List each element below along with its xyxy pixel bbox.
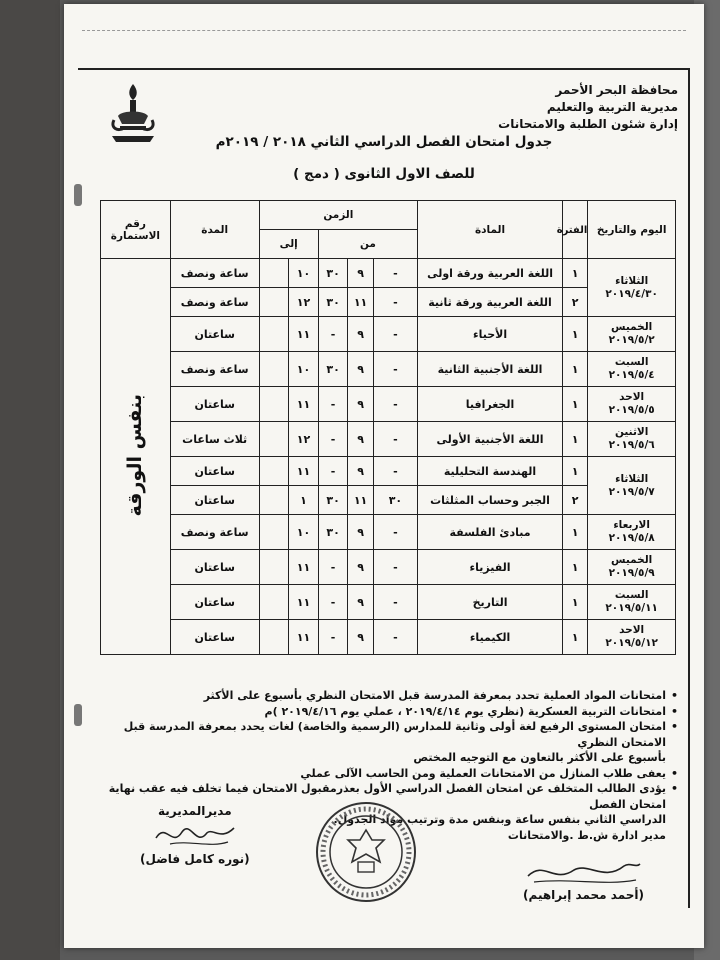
header-duration: المدة — [170, 201, 259, 259]
period-cell: ١ — [562, 317, 587, 352]
subject-cell: الهندسة التحليلية — [418, 457, 563, 486]
duration-cell: ساعتان — [170, 387, 259, 422]
empty-cell — [259, 387, 289, 422]
duration-cell: ساعة ونصف — [170, 259, 259, 288]
period-cell: ٢ — [562, 288, 587, 317]
subject-cell: الفيزياء — [418, 550, 563, 585]
to-minute-cell: ٣٠ — [318, 288, 348, 317]
from-hour-cell: ٩ — [348, 259, 373, 288]
duration-cell: ساعتان — [170, 457, 259, 486]
table-row — [101, 387, 676, 422]
director-signature-block — [140, 804, 250, 866]
day-cell: الاحد ٢٠١٩/٥/١٢ — [588, 620, 676, 655]
header-department: إدارة شئون الطلبة والامتحانات — [498, 117, 678, 131]
to-hour-cell: ١١ — [289, 457, 319, 486]
note-item: • امتحانات المواد العملية تحدد بمعرفة المدرسة قبل الامتحان النظري بأسبوع على الأكثر — [82, 688, 678, 704]
day-cell: الثلاثاء ٢٠١٩/٥/٧ — [588, 457, 676, 515]
to-hour-cell: ١١ — [289, 620, 319, 655]
day-cell: الخميس ٢٠١٩/٥/٢ — [588, 317, 676, 352]
same-paper-cell: بنفس الورقة — [101, 259, 171, 655]
note-item: • يعفى طلاب المنازل من الامتحانات العملية ومن الحاسب الآلى عملي — [82, 766, 678, 782]
header-time: الزمن — [259, 201, 418, 230]
to-minute-cell: ٣٠ — [318, 259, 348, 288]
to-hour-cell: ١٠ — [289, 515, 319, 550]
empty-cell — [259, 515, 289, 550]
subject-cell: اللغة الأجنبية الأولى — [418, 422, 563, 457]
period-cell: ١ — [562, 387, 587, 422]
duration-cell: ساعة ونصف — [170, 515, 259, 550]
day-cell: السبت ٢٠١٩/٥/٤ — [588, 352, 676, 387]
table-row — [101, 317, 676, 352]
empty-cell — [259, 259, 289, 288]
dash-cell: - — [373, 317, 417, 352]
duration-cell: ساعتان — [170, 585, 259, 620]
from-minute-cell: ٣٠ — [373, 486, 417, 515]
dash-cell: - — [373, 259, 417, 288]
duration-cell: ساعة ونصف — [170, 288, 259, 317]
to-minute-cell: - — [318, 317, 348, 352]
day-cell: الاربعاء ٢٠١٩/٥/٨ — [588, 515, 676, 550]
subject-cell: اللغة العربية ورقة ثانية — [418, 288, 563, 317]
table-row — [101, 422, 676, 457]
subject-cell: اللغة الأجنبية الثانية — [418, 352, 563, 387]
dash-cell: - — [373, 585, 417, 620]
dash-cell: - — [373, 620, 417, 655]
signature-scribble-icon — [150, 818, 240, 852]
dash-cell: - — [373, 457, 417, 486]
exam-schedule-table — [100, 200, 676, 655]
dash-cell: - — [373, 515, 417, 550]
from-hour-cell: ١١ — [348, 288, 373, 317]
to-minute-cell: ٣٠ — [318, 486, 348, 515]
day-cell: السبت ٢٠١٩/٥/١١ — [588, 585, 676, 620]
empty-cell — [259, 288, 289, 317]
from-hour-cell: ٩ — [348, 387, 373, 422]
department-director-name: (أحمد محمد إبراهيم) — [523, 888, 644, 902]
dash-cell: - — [373, 387, 417, 422]
to-hour-cell: ١١ — [289, 585, 319, 620]
header-directorate: مديرية التربية والتعليم — [546, 100, 678, 114]
official-seal-icon — [314, 800, 418, 904]
table-row — [101, 620, 676, 655]
to-hour-cell: ١١ — [289, 550, 319, 585]
duration-cell: ثلاث ساعات — [170, 422, 259, 457]
header-from: من — [318, 230, 417, 259]
director-title: مديرالمديرية — [157, 804, 232, 818]
table-row — [101, 457, 676, 486]
day-cell: الثلاثاء ٢٠١٩/٤/٣٠ — [588, 259, 676, 317]
header-day-date: اليوم والتاريخ — [588, 201, 676, 259]
period-cell: ١ — [562, 515, 587, 550]
day-cell: الاثنين ٢٠١٩/٥/٦ — [588, 422, 676, 457]
subject-cell: الجغرافيا — [418, 387, 563, 422]
page-title: جدول امتحان الفصل الدراسي الثاني ٢٠١٨ / ٢٠١٩م — [215, 134, 553, 150]
subject-cell: اللغة العربية ورقة اولى — [418, 259, 563, 288]
from-hour-cell: ٩ — [348, 550, 373, 585]
department-director-title: مدير ادارة ش.ط .والامتحانات — [507, 828, 666, 842]
to-minute-cell: - — [318, 387, 348, 422]
to-minute-cell: ٣٠ — [318, 515, 348, 550]
header-to: إلى — [259, 230, 318, 259]
header-governorate: محافظة البحر الأحمر — [555, 83, 678, 97]
top-faint-line — [82, 14, 686, 31]
to-minute-cell: ٣٠ — [318, 352, 348, 387]
note-item: • امتحان المستوى الرفيع لغة أولى وثانية للمدارس (الرسمية والخاصة) لغات يحدد بمعرفة المدرسة قبل الامتحان النظري — [82, 719, 678, 750]
table-row — [101, 585, 676, 620]
header-period: الفترة — [562, 201, 587, 259]
to-minute-cell: - — [318, 422, 348, 457]
empty-cell — [259, 620, 289, 655]
to-minute-cell: - — [318, 585, 348, 620]
document-page — [64, 4, 704, 948]
period-cell: ١ — [562, 550, 587, 585]
empty-cell — [259, 457, 289, 486]
note-item: • امتحانات التربية العسكرية (نظري يوم ٢٠١٩/٤/١٤ ، عملي يوم ٢٠١٩/٤/١٦ )م — [82, 704, 678, 720]
table-row — [101, 550, 676, 585]
subject-cell: التاريخ — [418, 585, 563, 620]
day-cell: الخميس ٢٠١٩/٥/٩ — [588, 550, 676, 585]
from-hour-cell: ٩ — [348, 585, 373, 620]
to-hour-cell: ١ — [289, 486, 319, 515]
period-cell: ١ — [562, 259, 587, 288]
duration-cell: ساعة ونصف — [170, 352, 259, 387]
empty-cell — [259, 352, 289, 387]
table-row — [101, 259, 676, 288]
note-continuation: بأسبوع على الأكثر بالتعاون مع التوجيه المختص — [413, 751, 666, 764]
to-hour-cell: ١٢ — [289, 288, 319, 317]
period-cell: ٢ — [562, 486, 587, 515]
subject-cell: الجبر وحساب المثلثات — [418, 486, 563, 515]
desk-background-left — [0, 0, 60, 960]
to-hour-cell: ١٢ — [289, 422, 319, 457]
note-continuation: الدراسي الثاني بنفس ساعة وبنفس مدة وترتيب مواد الجدول. — [333, 813, 666, 826]
dash-cell: - — [373, 288, 417, 317]
empty-cell — [259, 486, 289, 515]
from-hour-cell: ١١ — [348, 486, 373, 515]
dash-cell: - — [373, 422, 417, 457]
dash-cell: - — [373, 550, 417, 585]
duration-cell: ساعتان — [170, 317, 259, 352]
from-hour-cell: ٩ — [348, 352, 373, 387]
period-cell: ١ — [562, 352, 587, 387]
signature-scribble-icon — [524, 858, 644, 888]
header-subject: المادة — [418, 201, 563, 259]
table-row — [101, 515, 676, 550]
subject-cell: الأحياء — [418, 317, 563, 352]
from-hour-cell: ٩ — [348, 422, 373, 457]
from-hour-cell: ٩ — [348, 457, 373, 486]
ministry-header — [498, 82, 678, 133]
to-hour-cell: ١١ — [289, 317, 319, 352]
period-cell: ١ — [562, 585, 587, 620]
from-hour-cell: ٩ — [348, 620, 373, 655]
duration-cell: ساعتان — [170, 550, 259, 585]
subject-cell: مبادئ الفلسفة — [418, 515, 563, 550]
period-cell: ١ — [562, 620, 587, 655]
director-name: (نوره كامل فاضل) — [140, 852, 250, 866]
dash-cell: - — [373, 352, 417, 387]
period-cell: ١ — [562, 422, 587, 457]
to-minute-cell: - — [318, 620, 348, 655]
department-signature-block — [523, 858, 644, 902]
empty-cell — [259, 585, 289, 620]
to-minute-cell: - — [318, 550, 348, 585]
day-cell: الاحد ٢٠١٩/٥/٥ — [588, 387, 676, 422]
period-cell: ١ — [562, 457, 587, 486]
duration-cell: ساعتان — [170, 620, 259, 655]
from-hour-cell: ٩ — [348, 317, 373, 352]
note-item: • يؤدى الطالب المتخلف عن امتحان الفصل الدراسي الأول بعذرمقبول الامتحان فيما تخلف فيه عقب نهاية امتحان الفصل — [82, 781, 678, 812]
table-row — [101, 352, 676, 387]
to-minute-cell: - — [318, 457, 348, 486]
subject-cell: الكيمياء — [418, 620, 563, 655]
to-hour-cell: ١٠ — [289, 352, 319, 387]
empty-cell — [259, 550, 289, 585]
empty-cell — [259, 317, 289, 352]
header-form-no: رقم الاستمارة — [101, 201, 171, 259]
from-hour-cell: ٩ — [348, 515, 373, 550]
to-hour-cell: ١٠ — [289, 259, 319, 288]
to-hour-cell: ١١ — [289, 387, 319, 422]
duration-cell: ساعتان — [170, 486, 259, 515]
empty-cell — [259, 422, 289, 457]
page-subtitle: للصف الاول الثانوى ( دمج ) — [293, 166, 475, 182]
